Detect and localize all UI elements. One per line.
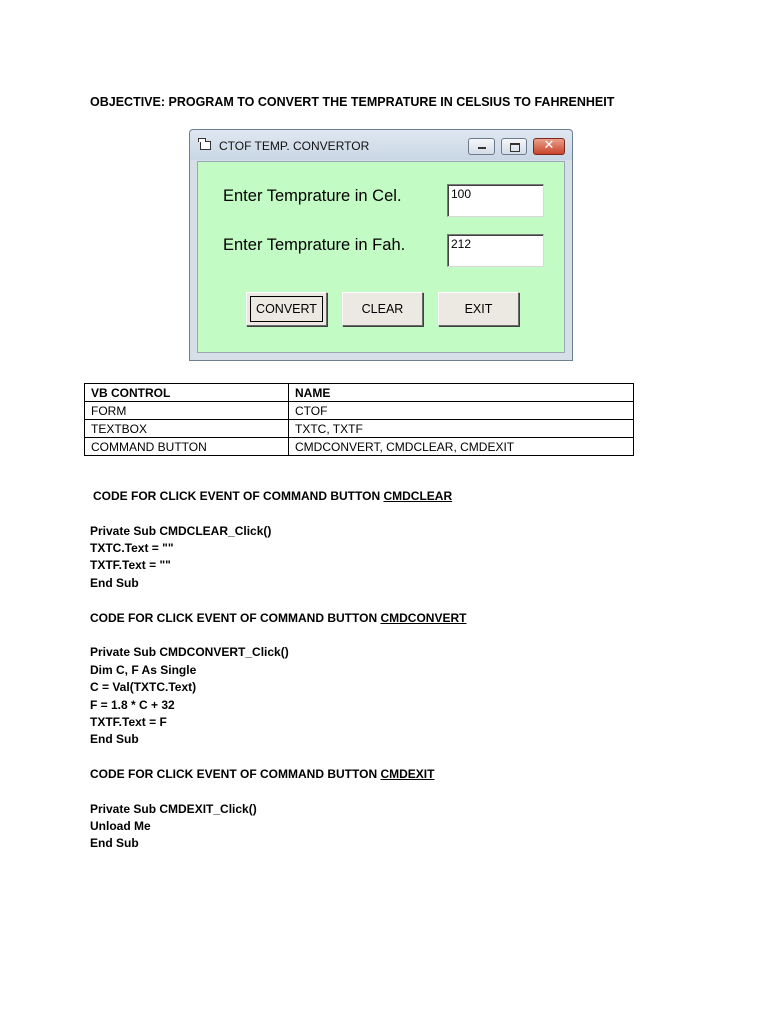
table-header-row <box>85 384 634 402</box>
table-header-cell: VB CONTROL <box>85 384 289 402</box>
code-line: End Sub <box>90 576 139 590</box>
minimize-button[interactable] <box>468 138 495 155</box>
window-title: CTOF TEMP. CONVERTOR <box>219 139 370 153</box>
window-title-bar[interactable] <box>190 130 572 160</box>
table-cell: FORM <box>85 402 289 420</box>
clear-button[interactable]: CLEAR <box>342 292 423 326</box>
code-line: TXTC.Text = "" <box>90 541 174 555</box>
maximize-icon <box>510 143 520 152</box>
table-cell: CTOF <box>289 402 634 420</box>
minimize-icon <box>478 147 486 149</box>
section-heading-cmdclear <box>93 489 452 503</box>
code-line: Dim C, F As Single <box>90 663 197 677</box>
controls-table <box>84 383 634 456</box>
close-icon: ✕ <box>543 138 555 153</box>
section-heading-target: CMDCLEAR <box>383 489 453 503</box>
celsius-textbox[interactable]: 100 <box>447 184 544 217</box>
code-line: Unload Me <box>90 819 151 833</box>
section-heading-prefix: CODE FOR CLICK EVENT OF COMMAND BUTTON <box>90 767 378 781</box>
code-line: TXTF.Text = F <box>90 715 167 729</box>
section-heading-target: CMDEXIT <box>380 767 435 781</box>
vb-form-window <box>189 129 573 361</box>
exit-button[interactable]: EXIT <box>438 292 519 326</box>
table-row <box>85 420 634 438</box>
fahrenheit-textbox[interactable]: 212 <box>447 234 544 267</box>
code-line: End Sub <box>90 836 139 850</box>
table-header-cell: NAME <box>289 384 634 402</box>
table-row <box>85 402 634 420</box>
fahrenheit-label: Enter Temprature in Fah. <box>223 236 406 254</box>
section-heading-prefix: CODE FOR CLICK EVENT OF COMMAND BUTTON <box>90 611 378 625</box>
table-cell: CMDCONVERT, CMDCLEAR, CMDEXIT <box>289 438 634 456</box>
form-client-area <box>197 161 565 353</box>
code-line: Private Sub CMDCONVERT_Click() <box>90 645 289 659</box>
celsius-label: Enter Temprature in Cel. <box>223 187 402 205</box>
close-button[interactable] <box>533 138 565 155</box>
table-row <box>85 438 634 456</box>
table-cell: TXTC, TXTF <box>289 420 634 438</box>
table-cell: TEXTBOX <box>85 420 289 438</box>
table-cell: COMMAND BUTTON <box>85 438 289 456</box>
code-line: TXTF.Text = "" <box>90 558 171 572</box>
code-line: Private Sub CMDEXIT_Click() <box>90 802 257 816</box>
code-line: F = 1.8 * C + 32 <box>90 698 175 712</box>
section-heading-target: CMDCONVERT <box>380 611 467 625</box>
section-heading-cmdexit <box>90 767 434 781</box>
section-heading-prefix: CODE FOR CLICK EVENT OF COMMAND BUTTON <box>93 489 381 503</box>
code-line: C = Val(TXTC.Text) <box>90 680 197 694</box>
maximize-button[interactable] <box>501 138 527 155</box>
section-heading-cmdconvert <box>90 611 466 625</box>
objective-heading: OBJECTIVE: PROGRAM TO CONVERT THE TEMPRATURE IN CELSIUS TO FAHRENHEIT <box>90 95 615 109</box>
code-line: End Sub <box>90 732 139 746</box>
code-line: Private Sub CMDCLEAR_Click() <box>90 524 272 538</box>
form-app-icon <box>200 141 211 150</box>
convert-button[interactable]: CONVERT <box>246 292 327 326</box>
